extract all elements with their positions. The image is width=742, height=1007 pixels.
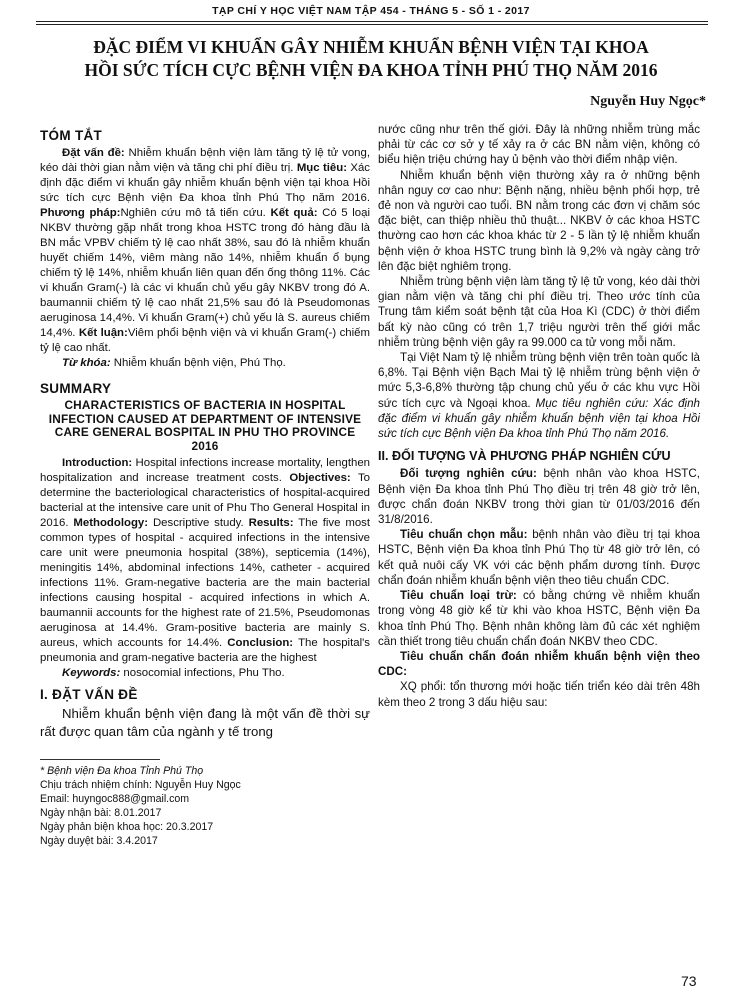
header-rule-top [36, 21, 708, 22]
cdc-criteria-heading: Tiêu chuẩn chẩn đoán nhiễm khuẩn bệnh viện theo CDC: [378, 649, 700, 679]
cdc-criteria-text: XQ phổi: tổn thương mới hoặc tiến triển kéo dài trên 48h kèm theo 2 trong 3 dấu hiệu sau: [378, 680, 700, 709]
summary-title: CHARACTERISTICS OF BACTERIA IN HOSPITAL INFECTION CAUSED AT DEPARTMENT OF INTENSIVE CARE GENERAL BOSPITAL IN PHU THO PROVINCE 2016 [48, 398, 362, 453]
methods-heading: II. ĐỐI TƯỢNG VÀ PHƯƠNG PHÁP NGHIÊN CỨU [378, 449, 671, 464]
journal-header: TẠP CHÍ Y HỌC VIỆT NAM TẬP 454 - THÁNG 5 - SỐ 1 - 2017 [212, 5, 530, 17]
tomtat-abstract: Đặt vấn đề: Nhiễm khuẩn bệnh viện làm tăng tỷ lệ tử vong, kéo dài thời gian nằm viện và tăng chi phí điều trị. Mục tiêu: Xác định đặc điểm vi khuẩn gây nhiễm khuẩn bệnh viện tại khoa Hồi sức tích cực Bệnh viện Đa khoa tỉnh Phú Thọ năm 2016. Phương pháp:Nghiên cứu mô tả tiến cứu. Kết quả: Có 5 loại NKBV thường gặp nhất trong khoa HSTC trong đó hàng đầu là BN mắc VPBV chiếm tỷ lệ cao nhất 38%, sau đó là nhiễm khuẩn huyết chiếm 14%, viêm màng não 14%, nhiễm khuẩn ổ bụng chiếm tỷ lệ 14%, nhiễm khuẩn liên quan đến ống thông 11%. Các vi khuẩn Gram(-) là các vi khuẩn chủ yếu gây NKBV trong đó A. baumannii chiếm tỷ lệ cao nhất 21,5% sau đó là Pseudomonas aeruginosa 14,4%. Vi khuẩn Gram(+) chủ yếu là S. aureus chiếm 14,4%. Kết luận:Viêm phổi bệnh viện và vi khuẩn Gram(-) chiếm tỷ lệ cao nhất. [40, 147, 371, 354]
footnote-email: Email: huyngoc888@gmail.com [40, 793, 190, 805]
datvande-heading: I. ĐẶT VẤN ĐỀ [40, 687, 138, 702]
footnote-affiliation: * Bệnh viện Đa khoa Tỉnh Phú Thọ [40, 765, 204, 777]
header-rule-bottom [36, 24, 708, 25]
intro-continued: nước cũng như trên thế giới. Đây là những nhiễm trùng mắc phải từ các cơ sở y tế xảy ra ở các BN nằm viện, không có biểu hiện triệu chứng hay ủ bệnh vào thời điểm nhập viện. [378, 123, 700, 167]
summary-heading: SUMMARY [40, 381, 112, 396]
study-objective: Mục tiêu nghiên cứu: Xác định đặc điểm vi khuẩn gây nhiễm khuẩn bệnh viện tại khoa Hồi sức tích cực Bệnh viện Đa khoa tỉnh Phú Thọ năm 2016. [378, 396, 701, 441]
footnote-rule [40, 759, 160, 760]
summary-abstract: Introduction: Hospital infections increase mortality, lengthen hospitalization and increase treatment costs. Objectives: To determine the bacteriological characteristics of hospital-acquired bacterial at the intensive care unit of Phu Tho General Hospital in 2016. Methodology: Descriptive study. Results: The five most common types of hospital - acquired infections in the intensive care unit were pneumonia hospital (38%), septicemia (14%), meningitis 14%, abdominal infections 14%, catheter - acquired infections 11%. Gram-negative bacteria are the main bacterial infections causing hospital - acquired infections in which A. baumannii accounts for the highest rate of 21.5%, Pseudomonas aeruginosa at 14.4%. Gram-positive bacteria are mainly S. aureus, which accounts for 14.4%. Conclusion: The hospital's pneumonia and gram-negative bacteria are the highest [40, 457, 371, 664]
study-subjects: Đối tượng nghiên cứu: bệnh nhân vào khoa HSTC, Bệnh viện Đa khoa tỉnh Phú Thọ điều trị trên 48 giờ trở lên, được chẩn đoán NKBV trong thời gian từ 01/03/2016 đến 31/8/2016. [378, 467, 700, 527]
intro-paragraph-3: Nhiễm trùng bệnh viện làm tăng tỷ lệ tử vong, kéo dài thời gian nằm viện và tăng chi phí điều trị. Theo ước tính của Trung tâm kiểm soát bệnh tật của Hoa Kì (CDC) ở thời điểm bất kỳ nào cũng có trên 1,7 triệu người trên thế giới mắc nhiễm trùng bệnh viện gây ra 99.000 ca tử vong mỗi năm. [378, 275, 700, 349]
article-title [40, 36, 702, 82]
tomtat-heading: TÓM TẮT [40, 128, 103, 143]
footnote-accepted: Ngày duyệt bài: 3.4.2017 [40, 835, 158, 847]
intro-paragraph-4: Tại Việt Nam tỷ lệ nhiễm trùng bệnh viện trên toàn quốc là 6,8%. Tại Bệnh viện Bạch Mai tỷ lệ nhiễm trùng bệnh viện ở mức 5,3-6,8% thường tập chung chủ yếu ở các khu vực Hồi sức tích cực và Ngoại khoa. Mục tiêu nghiên cứu: Xác định đặc điểm vi khuẩn gây nhiễm khuẩn bệnh viện tại khoa Hồi sức tích cực Bệnh viện Đa khoa tỉnh Phú Thọ năm 2016. [378, 351, 701, 441]
footnote-received: Ngày nhận bài: 8.01.2017 [40, 807, 162, 819]
summary-keywords: Keywords: nosocomial infections, Phu Tho. [62, 667, 285, 679]
datvande-paragraph: Nhiễm khuẩn bệnh viện đang là một vấn đề thời sự rất được quan tâm của ngành y tế trong [40, 706, 370, 739]
inclusion-criteria: Tiêu chuẩn chọn mẫu: bệnh nhân vào điều trị tại khoa HSTC, Bệnh viện Đa khoa tỉnh Phú Thọ từ 48 giờ trở lên, có kết quả nuôi cấy VK với các bệnh phẩm dương tính. Được chẩn đoán nhiễm khuẩn bệnh viện theo tiêu chuẩn CDC. [378, 528, 700, 587]
right-column [378, 122, 700, 710]
title-line-1: ĐẶC ĐIỂM VI KHUẨN GÂY NHIỄM KHUẨN BỆNH VIỆN TẠI KHOA [93, 37, 649, 57]
tomtat-keywords: Từ khóa: Nhiễm khuẩn bệnh viện, Phú Thọ. [62, 357, 286, 369]
footnote-reviewed: Ngày phản biện khoa học: 20.3.2017 [40, 821, 214, 833]
author: Nguyễn Huy Ngọc* [590, 94, 706, 109]
title-line-2: HỒI SỨC TÍCH CỰC BỆNH VIỆN ĐA KHOA TỈNH PHÚ THỌ NĂM 2016 [84, 60, 658, 80]
page-number: 73 [681, 973, 697, 989]
footnote-corresponding: Chịu trách nhiệm chính: Nguyễn Huy Ngọc [40, 779, 241, 791]
exclusion-criteria: Tiêu chuẩn loại trừ: có bằng chứng về nhiễm khuẩn trong vòng 48 giờ kể từ khi vào khoa HSTC, Bệnh viện Đa khoa tỉnh Phú Thọ. Bệnh nhân không làm đủ các xét nghiệm cần thiết trong tiêu chuẩn chẩn đoán NKBV theo CDC. [378, 589, 700, 648]
left-column [40, 122, 370, 848]
intro-paragraph-2: Nhiễm khuẩn bệnh viện thường xảy ra ở những bệnh nhân nguy cơ cao như: Bệnh nặng, nhiều bệnh phối hợp, trẻ đẻ non và người cao tuổi. BN nằm trong các đơn vị chăm sóc đặc biệt, can thiệp nhiều thủ thuật... NKBV ở các khoa HSTC thường cao hơn các khoa khác từ 2 - 5 lần tỷ lệ nhiễm khuẩn bệnh viện ở khoa HSTC trung bình là 9,2% và ngày càng trở lên đặc biệt nghiêm trọng. [378, 168, 700, 273]
footnotes [40, 764, 370, 848]
